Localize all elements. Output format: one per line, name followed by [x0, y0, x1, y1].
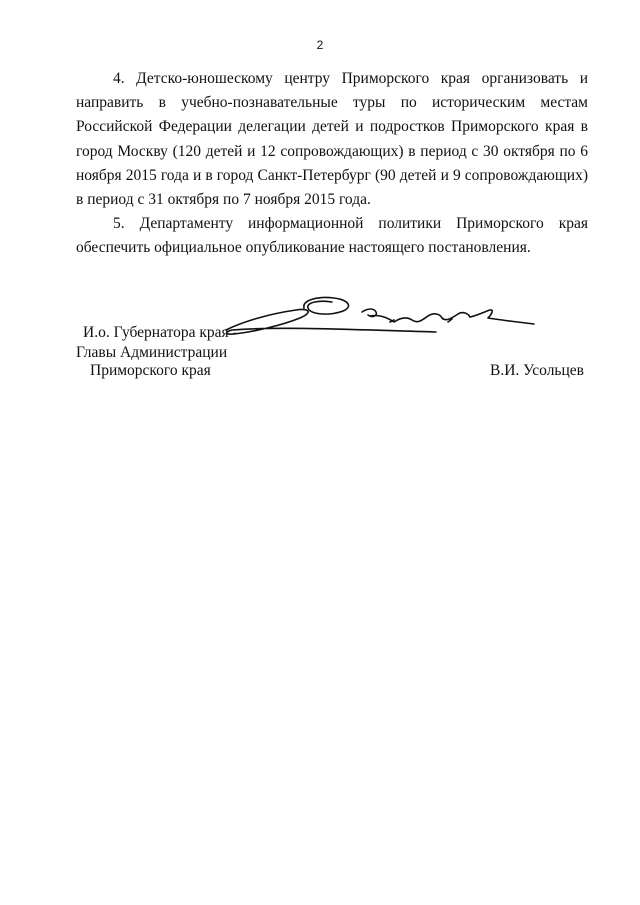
signatory-title-line-2: Главы Администрации [76, 344, 228, 361]
signatory-title-line-3: Приморского края [90, 362, 211, 379]
signature-stroke-icon [222, 292, 540, 350]
paragraph-5: 5. Департаменту информационной политики Приморского края обеспечить официальное опубликование настоящего постановления. [76, 215, 588, 257]
signatory-title-line-1: И.о. Губернатора края - [83, 324, 238, 341]
paragraph-4: 4. Детско-юношескому центру Приморского края организовать и направить в учебно-познавательные туры по историческим местам Российской Федерации делегации детей и подростков Приморского края в город Москву (120 детей и 12 сопровождающих) в период с 30 октября по 6 ноября 2015 года и в город Санкт-Петербург (90 детей и 9 сопровождающих) в период с 31 октября по 7 ноября 2015 года. [76, 70, 588, 209]
signatory-name: В.И. Усольцев [490, 362, 584, 379]
handwritten-signature [222, 292, 540, 350]
page-number: 2 [316, 38, 324, 52]
